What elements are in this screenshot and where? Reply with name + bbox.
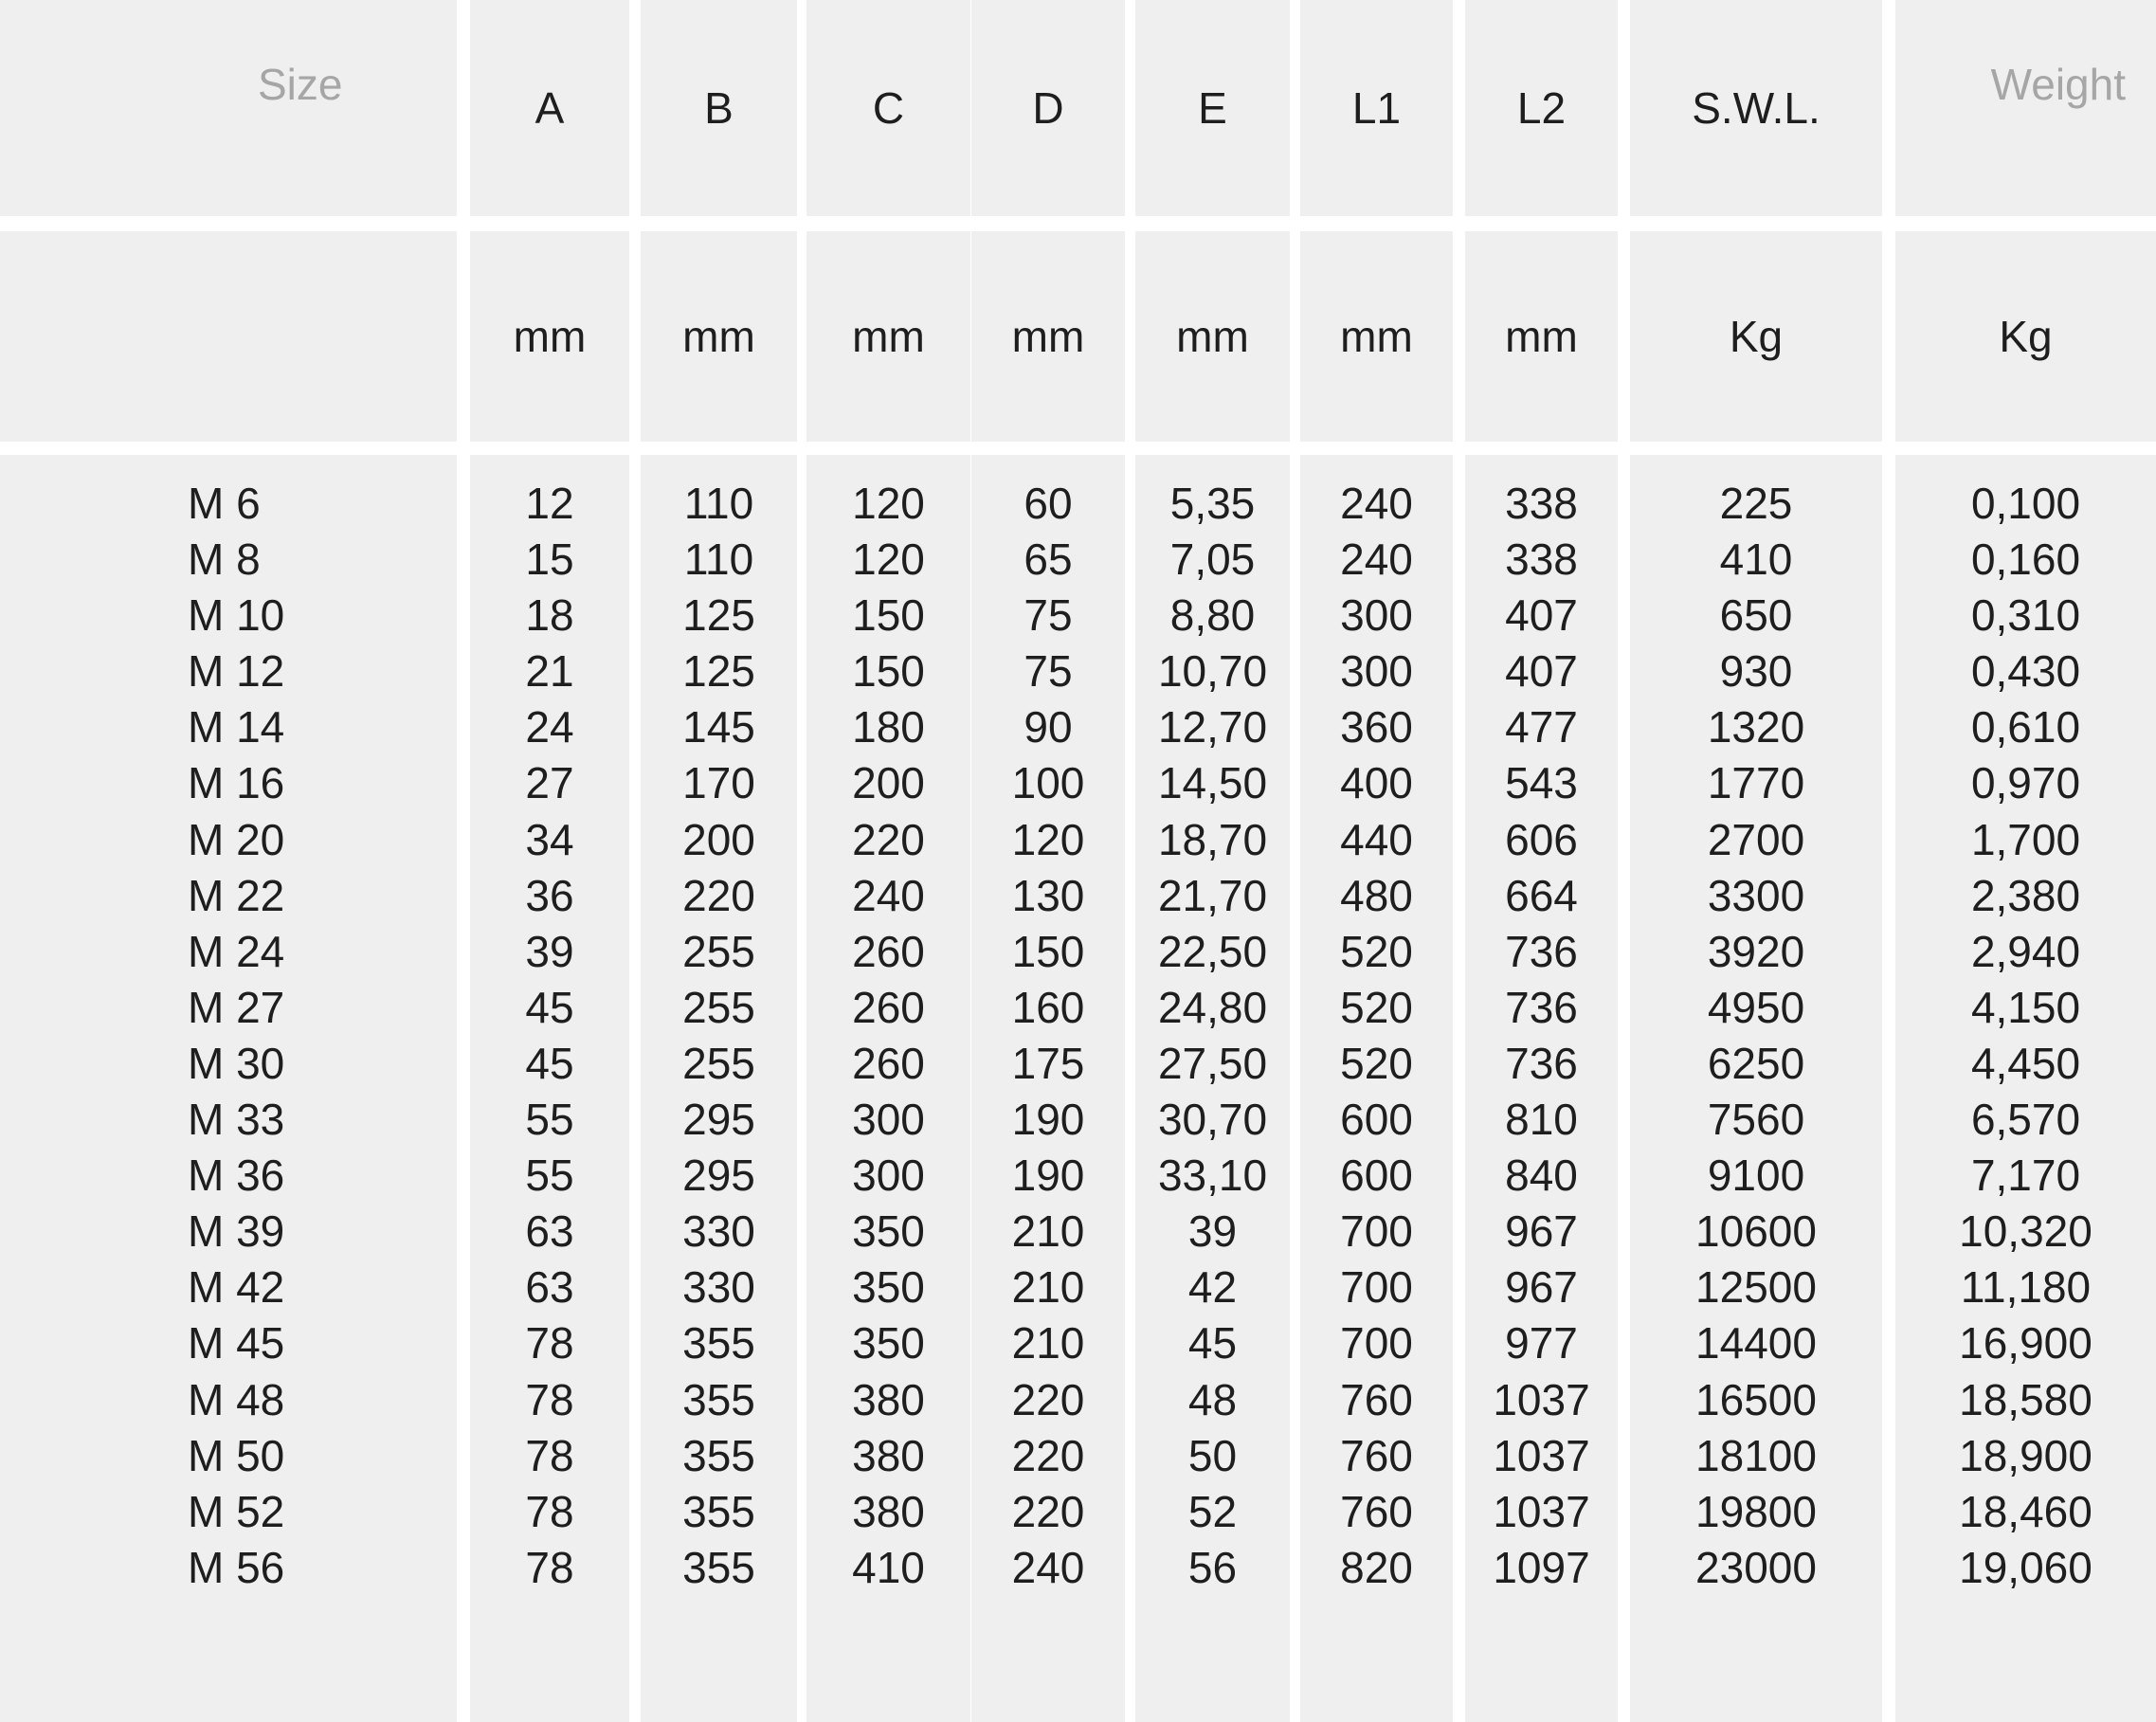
value-cell: 300 [1340,646,1413,697]
unit-label: mm [1176,312,1249,361]
value-cell: 350 [852,1206,925,1257]
value-cell: 967 [1505,1262,1578,1313]
value-cell: 11,180 [1960,1262,2092,1313]
value-cell: 220 [1011,1486,1085,1536]
value-cell: 1037 [1493,1430,1590,1480]
value-cell: 170 [682,758,755,808]
value-cell: 3920 [1707,926,1805,976]
column-header-label: S.W.L. [1692,83,1821,133]
value-cell: 295 [682,1151,755,1201]
value-cell: 2700 [1707,814,1805,864]
value-cell: 977 [1505,1318,1578,1369]
value-cell: 440 [1340,814,1413,864]
value-cell: 18100 [1695,1430,1817,1480]
size-cell: M 6 [188,479,261,528]
value-cell: 736 [1505,926,1578,976]
value-cell: 180 [852,702,925,752]
value-cell: 45 [1187,1318,1238,1369]
value-cell: 50 [1187,1430,1238,1480]
value-cell: 175 [1011,1038,1085,1088]
value-cell: 1770 [1707,758,1805,808]
column-header-label: E [1198,83,1227,133]
size-cell: M 39 [188,1206,285,1257]
value-cell: 23000 [1695,1542,1817,1592]
value-cell: 600 [1340,1095,1413,1145]
value-cell: 150 [1011,926,1085,976]
value-cell: 16500 [1695,1374,1817,1424]
value-cell: 34 [525,814,574,864]
value-cell: 520 [1340,926,1413,976]
value-cell: 360 [1340,702,1413,752]
value-cell: 477 [1505,702,1578,752]
value-cell: 63 [525,1206,574,1257]
value-cell: 1037 [1493,1374,1590,1424]
column-body-size [0,455,457,1722]
value-cell: 0,430 [1970,646,2081,697]
value-cell: 7560 [1707,1095,1805,1145]
value-cell: 0,100 [1970,479,2081,528]
value-cell: 480 [1340,870,1413,920]
value-cell: 600 [1340,1151,1413,1201]
value-cell: 380 [852,1374,925,1424]
value-cell: 240 [1340,479,1413,528]
value-cell: 200 [682,814,755,864]
value-cell: 19800 [1695,1486,1817,1536]
column-header-label: A [534,83,565,133]
value-cell: 400 [1340,758,1413,808]
value-cell: 55 [525,1151,574,1201]
column-body-swl [1630,455,1882,1722]
size-cell: M 33 [188,1095,285,1145]
unit-label: mm [682,312,755,361]
value-cell: 22,50 [1157,926,1268,976]
size-cell: M 20 [188,814,285,864]
value-cell: 45 [525,1038,574,1088]
value-cell: 7,05 [1169,535,1256,585]
value-cell: 350 [852,1262,925,1313]
column-body-weight [1895,455,2156,1722]
value-cell: 60 [1024,479,1073,528]
value-cell: 240 [1340,535,1413,585]
value-cell: 355 [682,1374,755,1424]
size-cell: M 52 [188,1486,285,1536]
value-cell: 75 [1024,590,1073,641]
column-header-label: Weight [1990,60,2126,109]
column-body-l2 [1465,455,1618,1722]
value-cell: 0,310 [1970,590,2081,641]
value-cell: 18,460 [1959,1486,2093,1536]
column-body-b [641,455,797,1722]
value-cell: 110 [683,479,754,528]
size-cell: M 50 [188,1430,285,1480]
value-cell: 1037 [1493,1486,1590,1536]
value-cell: 700 [1340,1262,1413,1313]
value-cell: 120 [1011,814,1085,864]
value-cell: 380 [852,1430,925,1480]
value-cell: 6,570 [1970,1095,2081,1145]
value-cell: 12500 [1695,1262,1817,1313]
value-cell: 24 [525,702,574,752]
value-cell: 14400 [1695,1318,1817,1369]
value-cell: 14,50 [1157,758,1268,808]
unit-label: Kg [1729,312,1784,361]
size-cell: M 8 [188,535,261,585]
value-cell: 760 [1340,1374,1413,1424]
value-cell: 9100 [1707,1151,1805,1201]
value-cell: 27,50 [1157,1038,1268,1088]
column-header-d [971,0,1125,216]
value-cell: 220 [682,870,755,920]
value-cell: 15 [525,535,574,585]
value-cell: 200 [852,758,925,808]
column-body-e [1135,455,1290,1722]
size-cell: M 42 [188,1262,285,1313]
value-cell: 407 [1505,646,1578,697]
value-cell: 160 [1011,982,1085,1032]
value-cell: 120 [852,479,925,528]
value-cell: 330 [682,1206,755,1257]
value-cell: 606 [1505,814,1578,864]
value-cell: 1,700 [1970,814,2081,864]
size-cell: M 45 [188,1318,285,1369]
value-cell: 520 [1340,982,1413,1032]
value-cell: 90 [1024,702,1073,752]
column-body-a [470,455,629,1722]
column-body-d [971,455,1125,1722]
unit-label: mm [1505,312,1578,361]
value-cell: 736 [1505,982,1578,1032]
column-header-label: D [1032,83,1064,133]
value-cell: 760 [1340,1430,1413,1480]
value-cell: 930 [1719,646,1793,697]
value-cell: 225 [1719,479,1793,528]
value-cell: 145 [682,702,755,752]
column-header-b [641,0,797,216]
value-cell: 220 [852,814,925,864]
value-cell: 125 [682,646,755,697]
column-header-a [470,0,629,216]
value-cell: 18,900 [1959,1430,2093,1480]
unit-cell-size [0,231,457,442]
value-cell: 4,150 [1970,982,2081,1032]
value-cell: 967 [1505,1206,1578,1257]
value-cell: 664 [1505,870,1578,920]
value-cell: 650 [1719,590,1793,641]
column-header-label: L2 [1516,83,1567,133]
column-header-l1 [1300,0,1453,216]
column-header-swl [1630,0,1882,216]
size-cell: M 36 [188,1151,285,1201]
value-cell: 52 [1187,1486,1238,1536]
value-cell: 190 [1011,1151,1085,1201]
value-cell: 12,70 [1157,702,1268,752]
value-cell: 78 [525,1542,574,1592]
value-cell: 130 [1011,870,1085,920]
size-cell: M 30 [188,1038,285,1088]
unit-cell-b [641,231,797,442]
value-cell: 0,160 [1970,535,2081,585]
unit-cell-swl [1630,231,1882,442]
value-cell: 6250 [1707,1038,1805,1088]
value-cell: 0,970 [1970,758,2081,808]
unit-cell-c [806,231,970,442]
size-cell: M 16 [188,758,285,808]
value-cell: 8,80 [1169,590,1256,641]
column-body-l1 [1300,455,1453,1722]
value-cell: 350 [852,1318,925,1369]
value-cell: 27 [525,758,574,808]
size-cell: M 12 [188,646,285,697]
unit-label: mm [513,312,587,361]
value-cell: 330 [682,1262,755,1313]
value-cell: 78 [525,1374,574,1424]
value-cell: 39 [1187,1206,1238,1257]
size-cell: M 56 [188,1542,285,1592]
unit-cell-e [1135,231,1290,442]
column-header-label: B [704,83,734,133]
value-cell: 840 [1505,1151,1578,1201]
value-cell: 150 [852,646,925,697]
value-cell: 543 [1505,758,1578,808]
value-cell: 10600 [1695,1206,1817,1257]
value-cell: 295 [682,1095,755,1145]
value-cell: 56 [1187,1542,1238,1592]
value-cell: 48 [1187,1374,1238,1424]
value-cell: 355 [682,1430,755,1480]
value-cell: 125 [682,590,755,641]
value-cell: 18,70 [1157,814,1268,864]
value-cell: 355 [682,1318,755,1369]
value-cell: 19,060 [1959,1542,2093,1592]
value-cell: 220 [1011,1374,1085,1424]
value-cell: 39 [525,926,574,976]
value-cell: 21,70 [1157,870,1268,920]
value-cell: 2,940 [1970,926,2081,976]
column-header-l2 [1465,0,1618,216]
value-cell: 0,610 [1970,702,2081,752]
value-cell: 300 [852,1151,925,1201]
value-cell: 78 [525,1486,574,1536]
value-cell: 410 [852,1542,925,1592]
value-cell: 4950 [1707,982,1805,1032]
value-cell: 65 [1024,535,1073,585]
value-cell: 736 [1505,1038,1578,1088]
value-cell: 30,70 [1157,1095,1268,1145]
column-header-label: Size [258,60,343,109]
unit-label: Kg [1999,312,2053,361]
value-cell: 18,580 [1959,1374,2093,1424]
value-cell: 45 [525,982,574,1032]
value-cell: 240 [1011,1542,1085,1592]
value-cell: 300 [852,1095,925,1145]
value-cell: 7,170 [1970,1151,2081,1201]
unit-cell-l2 [1465,231,1618,442]
value-cell: 55 [525,1095,574,1145]
size-cell: M 27 [188,982,285,1032]
value-cell: 10,320 [1959,1206,2093,1257]
column-header-c [806,0,970,216]
value-cell: 100 [1011,758,1085,808]
value-cell: 700 [1340,1318,1413,1369]
column-header-size [0,0,457,216]
value-cell: 380 [852,1486,925,1536]
value-cell: 260 [852,926,925,976]
value-cell: 3300 [1707,870,1805,920]
value-cell: 18 [525,590,574,641]
column-header-label: L1 [1351,83,1402,133]
value-cell: 75 [1024,646,1073,697]
value-cell: 12 [525,479,574,528]
size-cell: M 22 [188,870,285,920]
value-cell: 255 [682,1038,755,1088]
value-cell: 338 [1505,535,1578,585]
value-cell: 260 [852,1038,925,1088]
unit-cell-weight [1895,231,2156,442]
value-cell: 63 [525,1262,574,1313]
value-cell: 338 [1505,479,1578,528]
size-cell: M 10 [188,590,285,641]
unit-cell-d [971,231,1125,442]
column-header-label: C [872,83,905,133]
value-cell: 36 [525,870,574,920]
value-cell: 210 [1011,1206,1085,1257]
value-cell: 42 [1187,1262,1238,1313]
column-header-weight [1895,0,2156,216]
value-cell: 700 [1340,1206,1413,1257]
unit-label: mm [1340,312,1413,361]
value-cell: 10,70 [1157,646,1268,697]
unit-cell-l1 [1300,231,1453,442]
value-cell: 410 [1719,535,1793,585]
value-cell: 1097 [1493,1542,1590,1592]
value-cell: 300 [1340,590,1413,641]
value-cell: 760 [1340,1486,1413,1536]
size-cell: M 24 [188,926,285,976]
value-cell: 110 [683,535,754,585]
value-cell: 190 [1011,1095,1085,1145]
value-cell: 21 [525,646,574,697]
size-cell: M 48 [188,1374,285,1424]
value-cell: 210 [1011,1262,1085,1313]
unit-label: mm [1011,312,1085,361]
value-cell: 150 [852,590,925,641]
value-cell: 78 [525,1430,574,1480]
value-cell: 407 [1505,590,1578,641]
value-cell: 1320 [1707,702,1805,752]
value-cell: 210 [1011,1318,1085,1369]
value-cell: 24,80 [1157,982,1268,1032]
value-cell: 355 [682,1486,755,1536]
value-cell: 255 [682,926,755,976]
value-cell: 260 [852,982,925,1032]
value-cell: 520 [1340,1038,1413,1088]
column-header-e [1135,0,1290,216]
value-cell: 255 [682,982,755,1032]
value-cell: 220 [1011,1430,1085,1480]
unit-cell-a [470,231,629,442]
unit-label: mm [852,312,925,361]
value-cell: 120 [852,535,925,585]
value-cell: 355 [682,1542,755,1592]
value-cell: 820 [1340,1542,1413,1592]
value-cell: 810 [1505,1095,1578,1145]
value-cell: 33,10 [1157,1151,1268,1201]
value-cell: 16,900 [1959,1318,2093,1369]
value-cell: 5,35 [1169,479,1256,528]
value-cell: 2,380 [1970,870,2081,920]
value-cell: 78 [525,1318,574,1369]
value-cell: 4,450 [1970,1038,2081,1088]
value-cell: 240 [852,870,925,920]
column-body-c [806,455,970,1722]
size-cell: M 14 [188,702,285,752]
